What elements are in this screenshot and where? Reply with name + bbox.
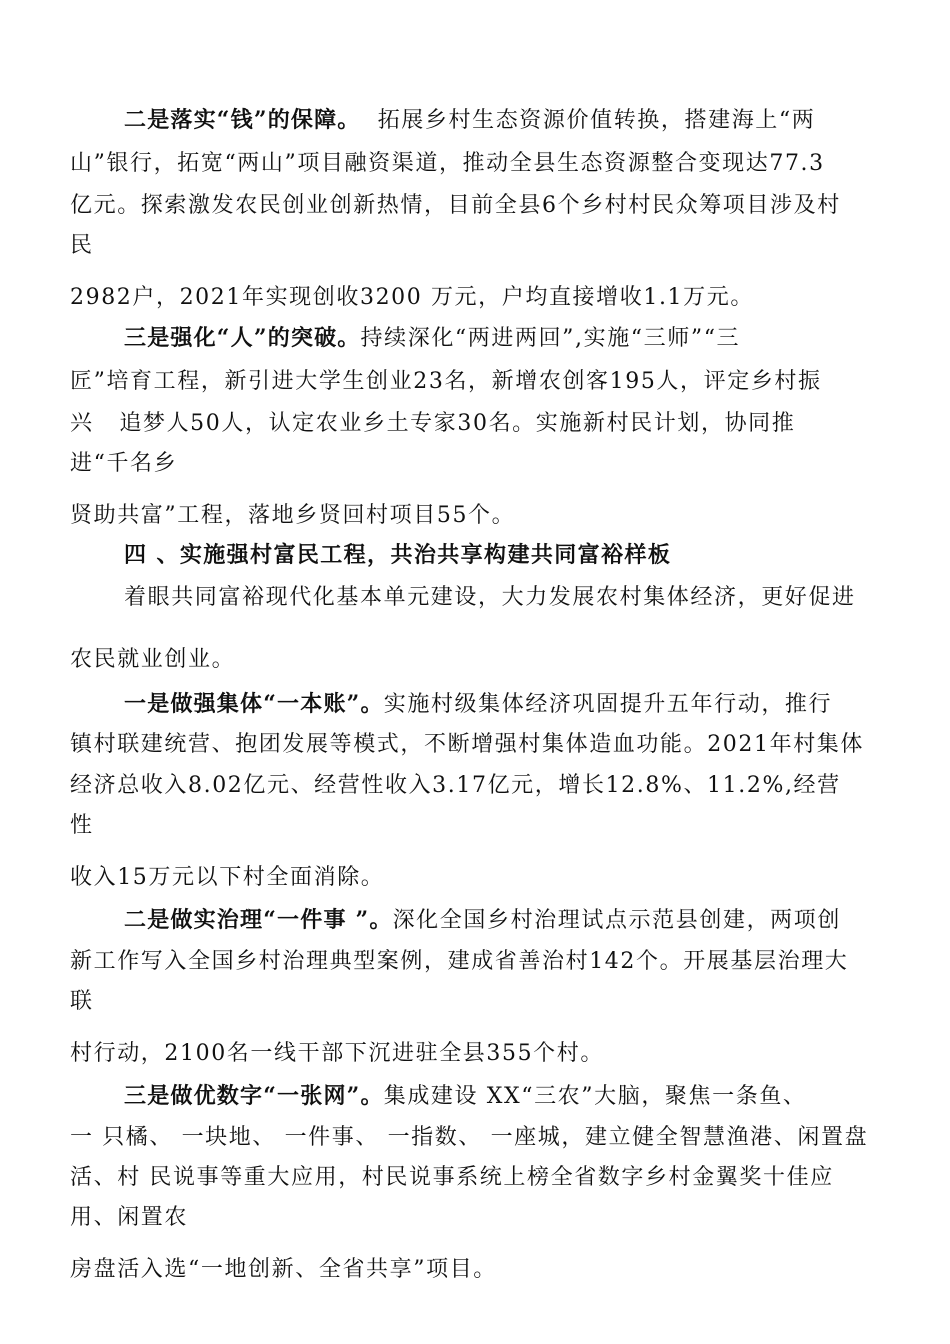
paragraph-6-line-3: 活、村 民说事等重大应用，村民说事系统上榜全省数字乡村金翼奖十佳应 — [70, 1165, 834, 1190]
section-heading: 四 、实施强村富民工程，共治共享构建共同富裕样板 — [124, 542, 672, 568]
paragraph-1-line-5: 2982户，2021年实现创收3200 万元，户均直接增收1.1万元。 — [70, 285, 754, 310]
paragraph-4-line-3: 经济总收入8.02亿元、经营性收入3.17亿元，增长12.8%、11.2%,经营 — [70, 773, 841, 798]
paragraph-1-line-2: 山”银行，拓宽“两山”项目融资渠道，推动全县生态资源整合变现达77.3 — [70, 151, 825, 176]
paragraph-6-line-5: 房盘活入选“一地创新、全省共享”项目。 — [70, 1257, 497, 1282]
paragraph-4-line-1: 一是做强集体“一本账”。实施村级集体经济巩固提升五年行动，推行 — [124, 691, 833, 717]
paragraph-2-line-4: 进“千名乡 — [70, 451, 178, 476]
paragraph-2-line-2: 匠”培育工程，新引进大学生创业23名，新增农创客195人，评定乡村振 — [70, 369, 822, 394]
paragraph-5-lead: 二是做实治理“一件事 ”。 — [124, 907, 393, 933]
paragraph-1-line-1: 二是落实“钱”的保障。 拓展乡村生态资源价值转换，搭建海上“两 — [124, 107, 816, 133]
paragraph-5-line-4: 村行动，2100名一线干部下沉进驻全县355个村。 — [70, 1041, 604, 1066]
paragraph-6-lead: 三是做优数字“一张网”。 — [124, 1083, 384, 1109]
paragraph-6-line-2: 一 只橘、 一块地、 一件事、 一指数、 一座城，建立健全智慧渔港、闲置盘 — [70, 1125, 869, 1150]
paragraph-2-line-5: 贤助共富”工程，落地乡贤回村项目55个。 — [70, 503, 516, 528]
paragraph-6-line-1: 三是做优数字“一张网”。集成建设 XX“三农”大脑，聚焦一条鱼、 — [124, 1083, 807, 1109]
paragraph-1-lead: 二是落实“钱”的保障。 — [124, 107, 361, 133]
paragraph-4-line-2: 镇村联建统营、抱团发展等模式，不断增强村集体造血功能。2021年村集体 — [70, 732, 864, 757]
paragraph-5-line-3: 联 — [70, 989, 94, 1014]
paragraph-3-line-1: 着眼共同富裕现代化基本单元建设，大力发展农村集体经济，更好促进 — [124, 585, 856, 610]
paragraph-5-line-2: 新工作写入全国乡村治理典型案例，建成省善治村142个。开展基层治理大 — [70, 949, 849, 974]
paragraph-3-line-2: 农民就业创业。 — [70, 647, 236, 672]
paragraph-6-line-4: 用、闲置农 — [70, 1205, 189, 1230]
paragraph-4-lead: 一是做强集体“一本账”。 — [124, 691, 384, 717]
paragraph-1-line-3: 亿元。探索激发农民创业创新热情，目前全县6个乡村村民众筹项目涉及村 — [70, 193, 841, 218]
paragraph-4-line-5: 收入15万元以下村全面消除。 — [70, 865, 385, 890]
paragraph-4-line-4: 性 — [70, 813, 94, 838]
paragraph-5-line-1: 二是做实治理“一件事 ”。深化全国乡村治理试点示范县创建，两项创 — [124, 907, 841, 933]
paragraph-1-line-4: 民 — [70, 233, 94, 258]
paragraph-2-line-3: 兴 追梦人50人，认定农业乡土专家30名。实施新村民计划，协同推 — [70, 411, 796, 436]
paragraph-2-line-1: 三是强化“人”的突破。持续深化“两进两回”,实施“三师”“三 — [124, 325, 741, 351]
paragraph-2-lead: 三是强化“人”的突破。 — [124, 325, 361, 351]
